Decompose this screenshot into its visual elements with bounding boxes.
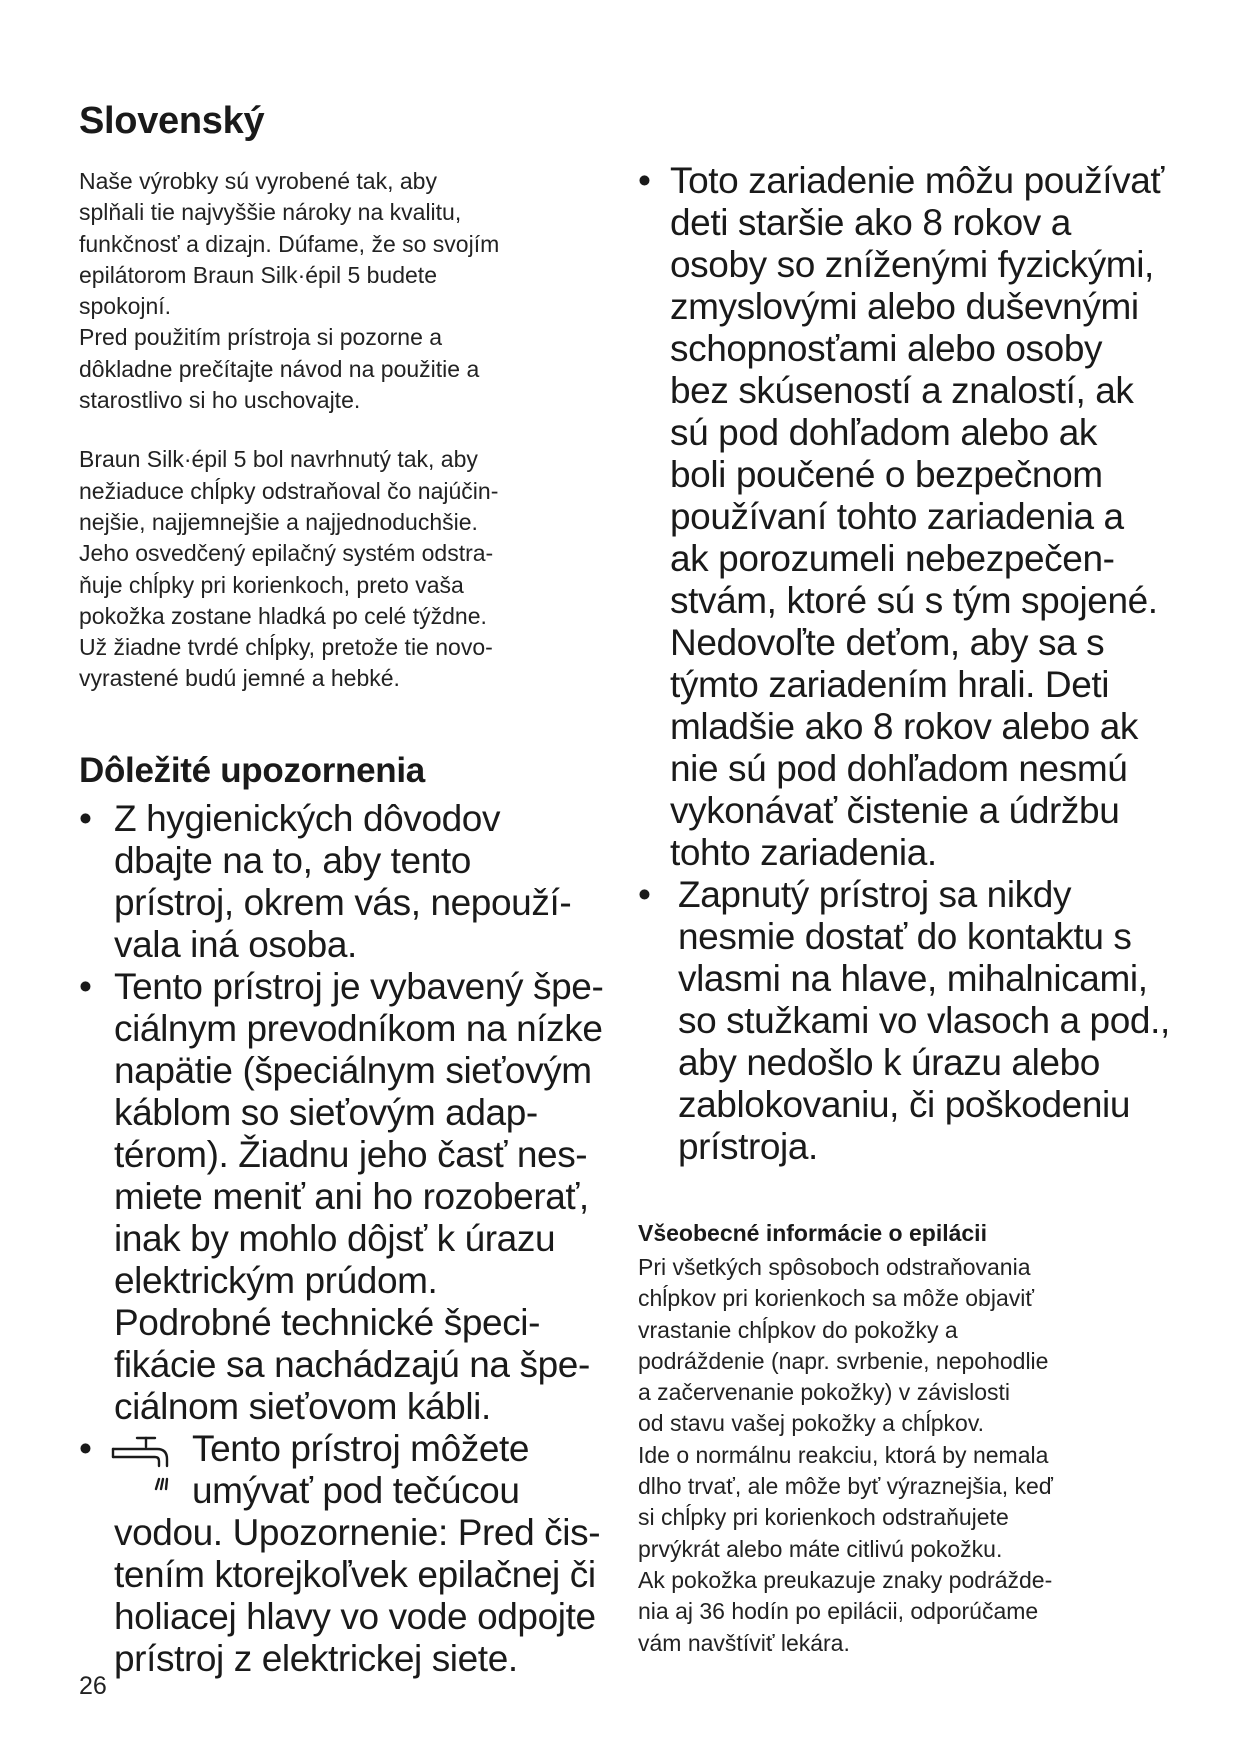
bullet-icon: • [638, 874, 651, 915]
epilation-info-text: Pri všetkých spôsoboch odstraňovania chĺpkov pri korienkoch sa môže objaviť vrastanie chĺpkov do pokožky a podráždenie (napr. svrbenie, nepohodlie a začervenanie pokožky) v závislosti od stavu vašej pokožky a chĺpkov. Ide o normálnu reakciu, ktorá by nemala dlho trvať, ale môže byť výraznejšia, keď si chĺpky pri korienkoch odstraňujete prvýkrát alebo máte citlivú pokožku. Ak pokožka preukazuje znaky podrážde- nia aj 36 hodín po epilácii, odporúčame vám navštíviť lekára. [638, 1254, 1053, 1656]
page-number: 26 [79, 1672, 107, 1700]
intro-paragraph-2: Braun Silk·épil 5 bol navrhnutý tak, aby nežiaduce chĺpky odstraňoval čo najúčin- nejšie, najjemnejšie a najjednoduchšie. Jeho osvedčený epilačný systém odstra- ňuje chĺpky pri korienkoch, preto vaša pokožka zostane hladká po celé týždne. Už žiadne tvrdé chĺpky, pretože tie novo- vyrastené budú jemné a hebké. [79, 446, 499, 692]
warning-text: Tento prístroj je vybavený špe- ciálnym prevodníkom na nízke napätie (špeciálnym sieťovým káblom so sieťovým adap- térom). Žiadnu jeho časť nes- miete meniť ani ho rozoberať, inak by mohlo dôjsť k úrazu elektrickým prúdom. Podrobné technické špeci- fikácie sa nachádzajú na špe- ciálnom sieťovom kábli. [114, 966, 604, 1427]
warning-text: Z hygienických dôvodov dbajte na to, aby tento prístroj, okrem vás, nepouží- vala iná osoba. [114, 798, 572, 965]
wash-text-head: Tento prístroj môžete umývať pod tečúcou [192, 1428, 530, 1511]
warning-item [79, 798, 639, 966]
warning-item [638, 874, 1198, 1168]
running-water-tap-icon [109, 1432, 177, 1508]
intro-paragraph-1: Naše výrobky sú vyrobené tak, aby splňali tie najvyššie nároky na kvalitu, funkčnosť a dizajn. Dúfame, že so svojím epilátorom Braun Silk·épil 5 budete spokojní. Pred použitím prístroja si pozorne a dôkladne prečítajte návod na použitie a starostlivo si ho uschovajte. [79, 168, 500, 414]
warning-item [638, 160, 1198, 874]
epilation-info-heading: Všeobecné informácie o epilácii [638, 1220, 987, 1246]
bullet-icon: • [638, 160, 651, 201]
page-title: Slovenský [79, 100, 265, 142]
warning-item [79, 966, 639, 1428]
warning-text: Zapnutý prístroj sa nikdy nesmie dostať do kontaktu s vlasmi na hlave, mihalnicami, so stužkami vo vlasoch a pod., aby nedošlo k úrazu alebo zablokovaniu, či poškodeniu prístroja. [678, 874, 1170, 1167]
bullet-icon: • [79, 1428, 92, 1469]
wash-text-tail: vodou. Upozornenie: Pred čis- tením ktorejkoľvek epilačnej či holiacej hlavy vo vode odpojte prístroj z elektrickej siete. [114, 1512, 601, 1679]
bullet-icon: • [79, 798, 92, 839]
bullet-icon: • [79, 966, 92, 1007]
paragraph-gap [79, 416, 619, 444]
warnings-list-left [79, 798, 639, 1680]
epilation-info-section [638, 1252, 1198, 1659]
warnings-heading: Dôležité upozornenia [79, 751, 425, 790]
warning-item-wash [79, 1428, 639, 1680]
intro-section [79, 166, 619, 695]
warnings-list-right [638, 160, 1198, 1168]
warning-text: Toto zariadenie môžu používať deti staršie ako 8 rokov a osoby so zníženými fyzickými, zmyslovými alebo duševnými schopnosťami alebo osoby bez skúseností a znalostí, ak sú pod dohľadom alebo ak boli poučené o bezpečnom používaní tohto zariadenia a ak porozumeli nebezpečen- stvám, ktoré sú s tým spojené. Nedovoľte deťom, aby sa s týmto zariadením hrali. Deti mladšie ako 8 rokov alebo ak nie sú pod dohľadom nesmú vykonávať čistenie a údržbu tohto zariadenia. [670, 160, 1164, 873]
